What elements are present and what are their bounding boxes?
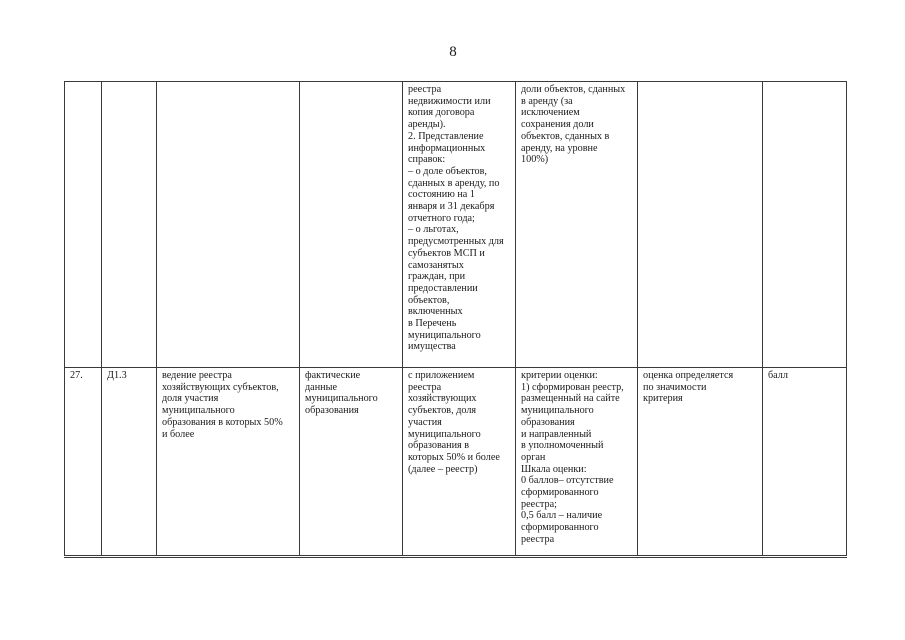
cell-data-source — [300, 82, 403, 368]
table-row — [65, 82, 847, 368]
cell-documents: реестра недвижимости или копия договора аренды). 2. Представление информационных справок: – о доле объектов, сданных в аренду, по состоянию на 1 января и 31 декабря отчетного года; – о льготах, предусмотренных для субъектов МСП и самозанятых граждан, при предоставлении объектов, включенных в Перечень муниципального имущества — [403, 82, 516, 368]
cell-number — [65, 82, 102, 368]
cell-code: Д1.3 — [102, 368, 157, 557]
cell-indicator — [157, 82, 300, 368]
cell-data-source: фактические данные муниципального образования — [300, 368, 403, 557]
cell-number: 27. — [65, 368, 102, 557]
table-row — [65, 368, 847, 557]
cell-evaluation: оценка определяется по значимости критерия — [638, 368, 763, 557]
cell-criteria: критерии оценки: 1) сформирован реестр, размещенный на сайте муниципального образования и направленный в уполномоченный орган Шкала оценки: 0 баллов– отсутствие сформированного реестра; 0,5 балл – наличие сформированного реестра — [516, 368, 638, 557]
cell-evaluation — [638, 82, 763, 368]
page-number: 8 — [449, 44, 457, 60]
cell-documents: с приложением реестра хозяйствующих субъектов, доля участия муниципального образования в которых 50% и более (далее – реестр) — [403, 368, 516, 557]
cell-unit — [763, 82, 847, 368]
cell-criteria: доли объектов, сданных в аренду (за исключением сохранения доли объектов, сданных в аренду, на уровне 100%) — [516, 82, 638, 368]
criteria-table — [64, 81, 847, 558]
cell-indicator: ведение реестра хозяйствующих субъектов, доля участия муниципального образования в которых 50% и более — [157, 368, 300, 557]
cell-unit: балл — [763, 368, 847, 557]
cell-code — [102, 82, 157, 368]
